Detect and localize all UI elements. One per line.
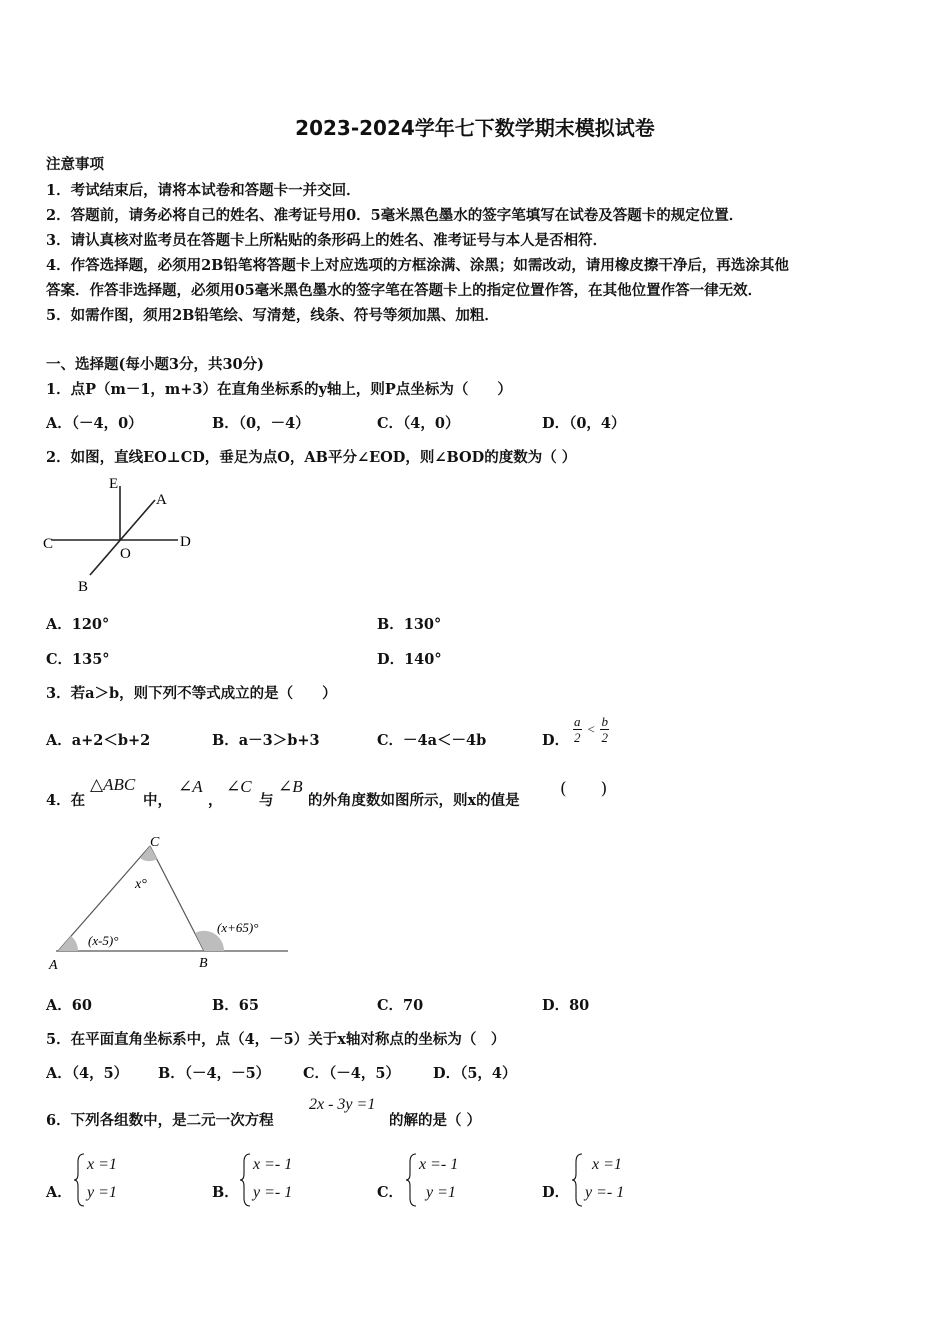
line-ab [90,500,155,575]
brace-icon [240,1152,252,1208]
brace-icon [572,1152,584,1208]
section-heading: 一、选择题(每小题3分，共30分) [46,356,264,373]
question-4-lead: 4．在 [46,792,86,809]
q5-option-c: C．（－4，5） [303,1065,400,1082]
q1-option-c: C．（4，0） [377,415,460,432]
label-d: D [180,534,191,550]
question-5: 5．在平面直角坐标系中，点（4，－5）关于x轴对称点的坐标为（ ） [46,1031,506,1048]
q6-option-d-label: D． [542,1184,570,1201]
notice-item: 2．答题前，请务必将自己的姓名、准考证号用0．5毫米黑色墨水的签字笔填写在试卷及答题卡的规定位置． [46,207,744,224]
q4-option-d: D．80 [542,997,590,1014]
label-e: E [109,476,119,492]
label-a: A [156,492,167,508]
q4-tail: 的外角度数如图所示，则x的值是 [308,792,520,809]
q3-option-d: D． [542,732,570,749]
q6-tail: 的解的是（ ） [389,1112,482,1129]
notice-item: 4．作答选择题，必须用2B铅笔将答题卡上对应选项的方框涂满、涂黑；如需改动，请用橡皮擦干净后，再选涂其他 [46,257,789,274]
q4-option-a: A．60 [46,997,92,1014]
q3-option-c: C．－4a＜－4b [377,732,487,749]
question-1: 1．点P（m－1，m+3）在直角坐标系的y轴上，则P点坐标为（ ） [46,381,512,398]
q1-option-b: B．（0，－4） [212,415,310,432]
brace-icon [74,1152,86,1208]
notice-item: 答案．作答非选择题，必须用05毫米黑色墨水的签字笔在答题卡上的指定位置作答，在其他位置作答一律无效． [46,282,763,299]
label-c: C [150,835,160,850]
q4-figure [44,830,294,975]
q5-option-a: A．（4，5） [46,1065,129,1082]
q6-option-a-label: A． [46,1184,72,1201]
q4-option-b: B．65 [212,997,259,1014]
q4-triangle: △ABC [90,775,136,794]
label-a: A [49,958,58,973]
q3-option-d-fraction: $\frac{a}{2}$ < $\frac{b}{2}$ [574,714,608,745]
q6-equation: 2x - 3y =1 [309,1096,376,1113]
q2-option-b: B．130° [377,616,442,633]
q4-sep: ， [208,792,223,809]
q4-mid: 中， [143,792,172,809]
q2-option-a: A．120° [46,616,110,633]
brace-icon [406,1152,418,1208]
page-title: 2023-2024学年七下数学期末模拟试卷 [295,116,655,140]
label-c: C [43,536,54,552]
q5-option-b: B．（－4，－5） [158,1065,271,1082]
q1-option-a: A．（－4，0） [46,415,143,432]
q4-angle-a: ∠A [178,777,203,796]
label-ext-b: (x+65)° [217,920,259,935]
q6-option-c-label: C． [377,1184,404,1201]
notice-heading: 注意事项 [46,156,104,173]
label-ext-a: (x-5)° [88,933,119,948]
q4-angle-c: ∠C [226,777,252,796]
notice-item: 1．考试结束后，请将本试卷和答题卡一并交回． [46,182,361,199]
label-x: x° [135,877,147,892]
q4-option-c: C．70 [377,997,424,1014]
side-cb [150,846,204,951]
q2-option-c: C．135° [46,651,110,668]
q4-and: 与 [259,792,274,809]
q4-paren: ( ) [560,779,608,799]
q3-option-b: B．a－3＞b+3 [212,732,320,749]
label-b: B [199,956,208,971]
q1-option-d: D．（0，4） [542,415,626,432]
notice-item: 3．请认真核对监考员在答题卡上所粘贴的条形码上的姓名、准考证号与本人是否相符． [46,232,608,249]
question-3: 3．若a＞b，则下列不等式成立的是（ ） [46,685,337,702]
notice-item: 5．如需作图，须用2B铅笔绘、写清楚，线条、符号等须加黑、加粗． [46,307,499,324]
q5-option-d: D．（5，4） [433,1065,517,1082]
label-o: O [120,546,131,562]
q2-option-d: D．140° [377,651,442,668]
q2-figure [40,472,210,597]
q6-option-b-label: B． [212,1184,239,1201]
q4-angle-b: ∠B [278,777,303,796]
label-b: B [78,579,89,595]
angle-a-arc [58,936,78,951]
question-6-lead: 6．下列各组数中，是二元一次方程 [46,1112,274,1129]
question-2: 2．如图，直线EO⊥CD，垂足为点O，AB平分∠EOD，则∠BOD的度数为（ ） [46,449,577,466]
q3-option-a: A．a+2＜b+2 [46,732,151,749]
